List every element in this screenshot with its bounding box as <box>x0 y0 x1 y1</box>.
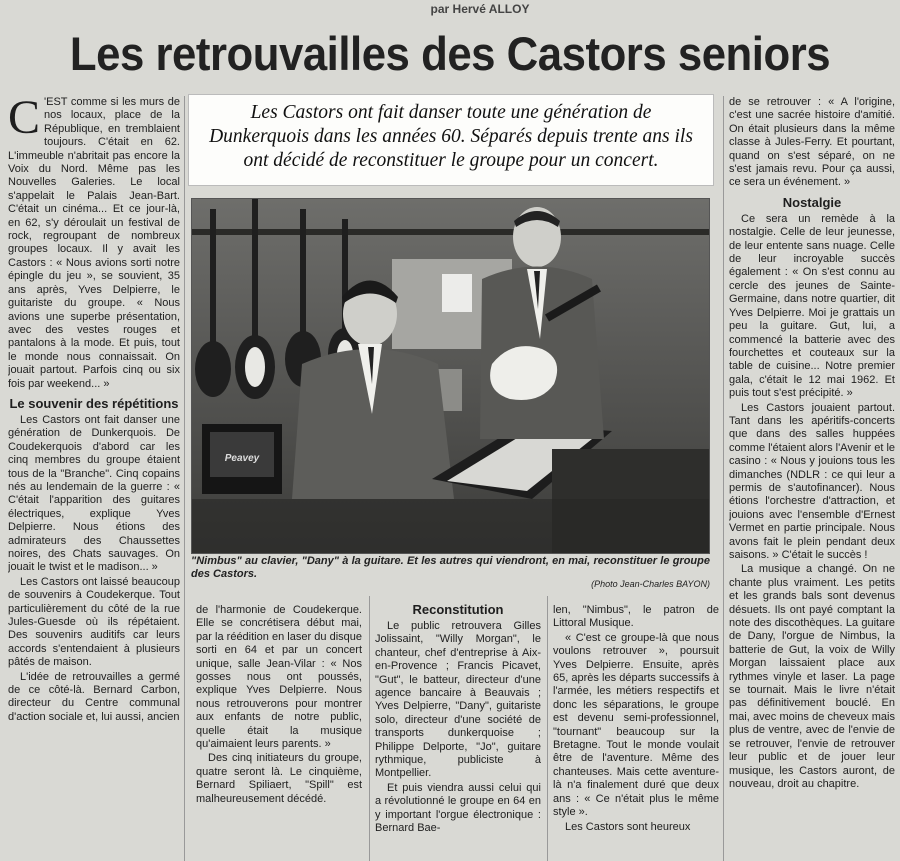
column-2 <box>196 604 362 861</box>
col2-paragraph-1: de l'harmonie de Coudekerque. Elle se concrétisera début mai, par la réédition en laser du disque sorti en 64 et par un concert unique, salle Jean-Vilar : « Nos gosses nous ont poussés, explique Yves Delpierre. Nous nous retrouverons pour montrer aux enfants de notre public, quelle était la musique qu'aimaient leurs parents. » <box>196 604 362 751</box>
column-rule <box>723 96 724 861</box>
col4-paragraph-2: « C'est ce groupe-là que nous voulons retrouver », poursuit Yves Delpierre. Ensuite, après 65, après les départs successifs à l'armée, les métiers respectifs et donc les séparations, le groupe est devenu semi-professionnel, "tournant" beaucoup sur la Bretagne. Tout le monde voulait être de l'aventure. Même des chanteuses. Mais cette aventure-là n'a finalement duré que deux ans : « Ce n'était plus le même style ». <box>553 631 719 819</box>
photo <box>191 198 710 554</box>
col1-paragraph-2: Les Castors ont fait danser une génération de Dunkerquois. De Coudekerquois d'abord car les cinq membres du groupe étaient tous de la "Branche". Cinq copains nés au lendemain de la guerre : « C'était l'apparition des guitares électriques, explique Yves Delpierre. Nous étions des admirateurs des Chaussettes noires, des Chats sauvages. On jouait le twist et le madison... » <box>8 413 180 574</box>
column-rule <box>184 96 185 861</box>
col4-paragraph-3: Les Castors sont heureux <box>565 820 691 833</box>
column-1 <box>8 96 180 861</box>
col5-paragraph-1: de se retrouver : « A l'origine, c'est une sacrée histoire d'amitié. On était plusieurs dans la même classe à Jules-Ferry. Et pourtant, quand on s'est séparé, on ne s'est jamais revu. Pour ça aussi, ce sera un événement. » <box>729 96 895 189</box>
photo-caption <box>191 555 710 589</box>
col5-paragraph-2: Ce sera un remède à la nostalgie. Celle de leur jeunesse, de leur entente sans nuage. Celle de leur incroyable succès également : « On s'est connu au cercle des jeunes de Sainte-Germaine, dans notre quartier, dit Yves Delpierre. Moi je grattais un peu la guitare. Gut, lui, a commencé la batterie avec des fourchettes et couteaux sur la table de cuisine... Notre premier gala, c'était le 12 mai 1962. Et puis tout s'est précipité. » <box>729 212 895 400</box>
col2-paragraph-2: Des cinq initiateurs du groupe, quatre seront là. Le cinquième, Bernard Spiliaert, "Spill" est malheureusement décédé. <box>196 752 362 805</box>
col1-paragraph-1: C 'EST comme si les murs de nos locaux, place de la République, en tremblaient toujours. C'était en 62. L'immeuble n'abritait pas encore la Voix du Nord. Même pas les Nouvelles Galeries. Le local s'appelait le Palais Jean-Bart. C'était un cinéma... Et ce jour-là, en 62, s'y déroulait un festival de rock, regroupant de nombreux groupes locaux. Il y avait les Castors : « Nous avions sorti notre épingle du jeu », se souvient, 35 ans après, Yves Delpierre, le guitariste du groupe. « Nous avions une superbe présentation, avec des vestes rouges et pantalons à la mode. Et puis, tout le monde nous connaissait. On jouait partout. Parfois cinq ou six fois par weekend... » <box>8 96 180 390</box>
col1-paragraph-3: Les Castors ont laissé beaucoup de souvenirs à Coudekerque. Tout particulièrement du côté de la rue Jules-Guesde où ils répétaient. Des souvenirs auditifs car leurs accords s'entendaient à plusieurs pâtés de maison. <box>8 575 180 669</box>
intro-standfirst: Les Castors ont fait danser toute une génération de Dunkerquois dans les années 60. Séparés depuis trente ans ils ont décidé de reconstituer le groupe pour un concert. <box>188 94 714 186</box>
subheading-souvenir: Le souvenir des répétitions <box>9 395 179 411</box>
col5-paragraph-3: Les Castors jouaient partout. Tant dans les apéritifs-concerts que dans des salles huppées comme l'étaient alors l'Avenir et le casino : « Nous y jouions tous les dimanches (NDLR : ce qui leur a permis de s'autofinancer). Nous étions l'orchestre d'attraction, et jouions avec l'ensemble d'Ernest Vermet en partie principale. Nous avons fait le plein pendant deux saisons. » C'était le succès ! <box>729 401 895 561</box>
column-rule <box>369 596 370 861</box>
photo-illustration <box>192 199 710 554</box>
column-4 <box>553 604 719 861</box>
column-3 <box>375 600 541 861</box>
col4-paragraph-1: len, "Nimbus", le patron de Littoral Musique. <box>553 604 719 630</box>
col1-paragraph-4: L'idée de retrouvailles a germé de ce côté-là. Bernard Carbon, directeur du Centre communal d'action sociale et, lui aussi, ancien <box>8 670 180 723</box>
col3-paragraph-1: Le public retrouvera Gilles Jolissaint, "Willy Morgan", le chanteur, chef d'entreprise à Aix-en-Provence ; Francis Picavet, "Gut", le batteur, directeur d'une agence bancaire à Beauvais ; Yves Delpierre, "Dany", guitariste solo, directeur d'une société de transports dunkerquoise ; Philippe Delporte, "Jo", guitare rythmique, publiciste à Montpellier. <box>375 620 541 780</box>
col3-paragraph-2: Et puis viendra aussi celui qui a révolutionné le groupe en 64 en y important l'orgue électronique : Bernard Bae- <box>375 781 541 835</box>
amp-logo: Peavey <box>224 453 260 464</box>
caption-text: "Nimbus" au clavier, "Dany" à la guitare. Et les autres qui viendront, en mai, reconstituer le groupe des Castors. <box>191 555 710 580</box>
poster <box>442 274 472 312</box>
column-5 <box>729 96 895 861</box>
drop-cap: C <box>8 96 41 144</box>
byline: par Hervé ALLOY <box>430 2 530 16</box>
shelf <box>192 229 710 235</box>
subheading-nostalgie: Nostalgie <box>782 194 842 210</box>
photo-credit: (Photo Jean-Charles BAYON) <box>591 579 710 589</box>
col5-paragraph-4: La musique a changé. On ne chante plus vraiment. Les petits et les grands bals sont devenus désuets. Ils ont payé comptant la note des discothèques. La guitare de Dany, l'orgue de Nimbus, la batterie de Gut, la voix de Willy Morgan laissaient place aux rythmes vinyle et laser. La page se tournait. Mais le livre n'était pas définitivement bouclé. En mai, avec moins de cheveux mais plus de ventre, avec de l'envie de se retrouver, l'envie de retrouver leur public et de jouer leur musique, les Castors auront, de nouveau, droit au chapitre. <box>729 563 895 790</box>
column-rule <box>547 596 548 861</box>
headline: Les retrouvailles des Castors seniors <box>69 27 831 80</box>
subheading-reconstitution: Reconstitution <box>412 602 504 617</box>
